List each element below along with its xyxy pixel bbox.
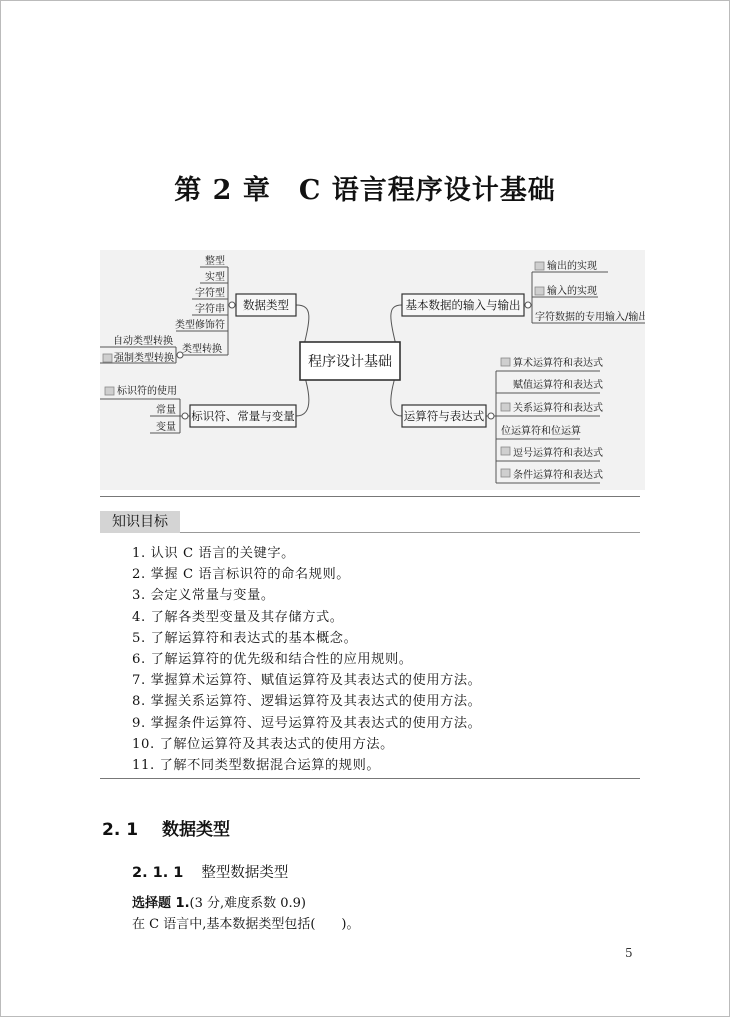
objective-item: 9. 掌握条件运算符、逗号运算符及其表达式的使用方法。: [132, 715, 482, 731]
leaf-auto-conversion: 自动类型转换: [113, 336, 173, 347]
objective-item: 2. 掌握 C 语言标识符的命名规则。: [132, 567, 351, 583]
chapter-title: [0, 168, 730, 207]
objectives-heading: [100, 511, 640, 533]
page-number: 5: [625, 946, 633, 960]
subsection-title: [132, 861, 288, 882]
objectives-heading-rule: [180, 532, 640, 533]
question-header: [132, 893, 360, 914]
leaf-char: 字符型: [195, 288, 225, 299]
question-meta: (3 分,难度系数 0.9): [189, 896, 307, 911]
leaf-assignment: 赋值运算符和表达式: [513, 380, 603, 391]
mind-map-center: 程序设计基础: [308, 354, 392, 370]
leaf-constant: 常量: [156, 405, 176, 416]
objective-item: 7. 掌握算术运算符、赋值运算符及其表达式的使用方法。: [132, 673, 482, 689]
objective-item: 3. 会定义常量与变量。: [132, 588, 275, 604]
section-title: [102, 815, 230, 840]
section-number: 2. 1: [102, 820, 139, 840]
objective-item: 8. 掌握关系运算符、逻辑运算符及其表达式的使用方法。: [132, 694, 482, 710]
leaf-integer: 整型: [205, 256, 225, 267]
leaf-real: 实型: [205, 272, 225, 283]
objective-item: 5. 了解运算符和表达式的基本概念。: [132, 630, 358, 646]
objective-item: 1. 认识 C 语言的关键字。: [132, 546, 295, 561]
objective-item: 6. 了解运算符的优先级和结合性的应用规则。: [132, 652, 413, 668]
leaf-modifier: 类型修饰符: [175, 320, 225, 331]
section-name: 数据类型: [162, 820, 231, 840]
chapter-name: C 语言程序设计基础: [298, 175, 556, 206]
leaf-conditional: 条件运算符和表达式: [513, 470, 603, 481]
leaf-char-io: 字符数据的专用输入/输出: [535, 312, 645, 323]
objectives-list: [132, 543, 481, 776]
leaf-output: 输出的实现: [547, 261, 597, 272]
leaf-arithmetic: 算术运算符和表达式: [513, 358, 603, 369]
branch-identifiers: 标识符、常量与变量: [191, 409, 295, 423]
divider: [100, 778, 640, 779]
branch-data-types: 数据类型: [243, 298, 289, 312]
objective-item: 10. 了解位运算符及其表达式的使用方法。: [132, 736, 394, 752]
leaf-cast-conversion: 强制类型转换: [114, 353, 174, 364]
objective-item: 4. 了解各类型变量及其存储方式。: [132, 609, 344, 625]
subsection-number: 2. 1. 1: [132, 865, 184, 881]
leaf-identifier-use: 标识符的使用: [117, 386, 177, 397]
objective-item: 11. 了解不同类型数据混合运算的规则。: [132, 758, 381, 774]
mind-map-diagram: [100, 250, 645, 490]
branch-operators: 运算符与表达式: [403, 409, 485, 423]
question-text: 在 C 语言中,基本数据类型包括( )。: [132, 917, 360, 932]
leaf-relational: 关系运算符和表达式: [513, 403, 603, 414]
chapter-number: 第 2 章: [174, 175, 271, 206]
branch-io: 基本数据的输入与输出: [405, 298, 521, 312]
leaf-string: 字符串: [195, 304, 225, 315]
leaf-input: 输入的实现: [547, 286, 597, 297]
mind-map: [100, 250, 645, 490]
leaf-conversion: 类型转换: [182, 344, 222, 355]
leaf-variable: 变量: [156, 422, 176, 433]
question-label: 选择题 1.: [132, 896, 190, 911]
leaf-comma: 逗号运算符和表达式: [513, 448, 603, 459]
subsection-name: 整型数据类型: [201, 865, 289, 881]
objectives-heading-label: 知识目标: [100, 511, 180, 533]
question-block: [132, 893, 360, 935]
divider: [100, 496, 640, 497]
leaf-bitwise: 位运算符和位运算: [501, 426, 581, 437]
